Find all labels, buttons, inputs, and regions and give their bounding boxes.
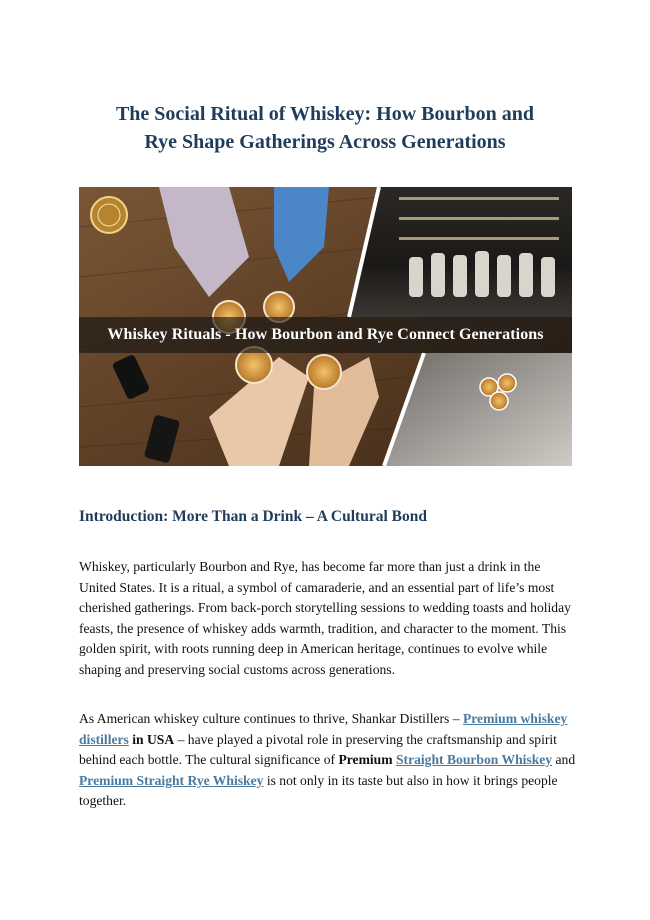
hero-banner: Whiskey Rituals - How Bourbon and Rye Connect Generations <box>79 317 572 353</box>
bold-text: in USA <box>132 731 175 747</box>
straight-rye-whiskey-link[interactable]: Premium Straight Rye Whiskey <box>79 772 264 788</box>
page-title <box>80 100 570 156</box>
section-heading: Introduction: More Than a Drink – A Cultural Bond <box>79 508 427 525</box>
paragraph-text: – have played a pivotal role in preserving the craftsmanship and spirit behind each bottle. The cultural significance of <box>79 731 557 768</box>
bar-scene <box>349 187 572 317</box>
intro-paragraph: Whiskey, particularly Bourbon and Rye, has become far more than just a drink in the United States. It is a ritual, a symbol of camaraderie, and an essential part of life’s most cherished gatherings. From back-porch storytelling sessions to wedding toasts and holiday feasts, the presence of whiskey adds warmth, tradition, and character to the moment. This golden spirit, with roots running deep in American heritage, continues to evolve while shaping and preserving social customs across generations. <box>79 559 571 677</box>
bold-text: Premium <box>338 752 393 768</box>
premium-whiskey-distillers-link[interactable]: Premium whiskey distillers <box>79 711 568 747</box>
paragraph-text: is not only in its taste but also in how it brings people together. <box>79 772 558 809</box>
page-title-line-1: The Social Ritual of Whiskey: How Bourbon and <box>115 103 535 125</box>
paragraph-text: and <box>552 752 576 768</box>
distillery-seal-icon <box>91 197 127 233</box>
straight-bourbon-whiskey-link[interactable]: Straight Bourbon Whiskey <box>395 752 553 768</box>
page-title-line-2: Rye Shape Gatherings Across Generations <box>144 131 506 153</box>
paragraph-text: As American whiskey culture continues to thrive, Shankar Distillers – <box>79 711 463 726</box>
distillers-paragraph <box>79 709 579 812</box>
hero-image <box>79 187 572 466</box>
